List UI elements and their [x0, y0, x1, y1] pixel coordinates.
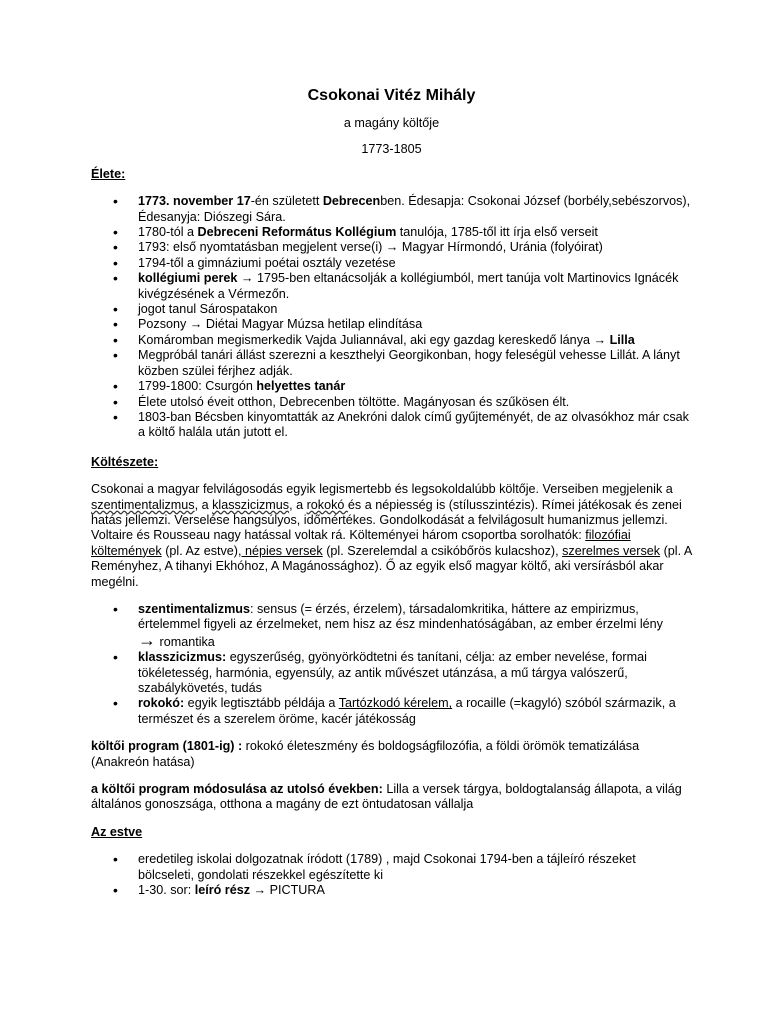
list-item: • Pozsony → Diétai Magyar Múzsa hetilap elindítása [91, 317, 692, 332]
list-item: • Megpróbál tanári állást szerezni a keszthelyi Georgikonban, hogy feleségül vehesse Lillát. A lányt közben szülei férjhez adják. [91, 348, 692, 379]
list-item: • 1799-1800: Csurgón helyettes tanár [91, 379, 692, 394]
list-item: • 1803-ban Bécsben kinyomtatták az Anekróni dalok című gyűjteményét, de az olvasókhoz már csak a költő halála után jutott el. [91, 410, 692, 441]
list-item: • 1-30. sor: leíró rész → PICTURA [91, 883, 692, 898]
list-item: • rokokó: egyik legtisztább példája a Tartózkodó kérelem, a rocaille (=kagyló) szóból származik, a természet és a szerelem öröme, kacér játékosság [91, 696, 692, 727]
list-item: • 1773. november 17-én született Debrecenben. Édesapja: Csokonai József (borbély,sebészorvos), Édesanyja: Diószegi Sára. [91, 194, 692, 225]
estve-heading: Az estve [91, 824, 143, 839]
poetry-paragraph: Csokonai a magyar felvilágosodás egyik legismertebb és legsokoldalúbb költője. Verseiben megjelenik a szentimentalizmus, a klasszicizmus, a rokokó és a népiesség is (stílusszintézis). Rímei játékosak és zenei hatás jellemzi. Verselése hangsúlyos, időmértékes. Gondolkodását a felvilágosult humanizmus jellemzi. Voltaire és Rousseau nagy hatással voltak rá. Költeményei három csoportba sorolhatók: filozófiai költemények (pl. Az estve), népies versek (pl. Szerelemdal a csikóbőrös kulacshoz), szerelmes versek (pl. A Reményhez, A tihanyi Ekhóhoz, A Magánossághoz). Ő az egyik első magyar költő, aki versírásból akar megélni. [91, 482, 692, 589]
document-title: Csokonai Vitéz Mihály [307, 87, 476, 104]
list-item: • 1780-tól a Debreceni Református Kollégium tanulója, 1785-től itt írja első verseit [91, 225, 692, 240]
poetry-heading: Költészete: [91, 454, 159, 469]
list-item: • klasszicizmus: egyszerűség, gyönyörködtetni és tanítani, célja: az ember nevelése, formai tökéletesség, harmónia, egyensúly, az antik művészet utánzása, a mű tárgya valószerű, szabálykövetés, tudás [91, 650, 692, 696]
list-item: • kollégiumi perek → 1795-ben eltanácsolják a kollégiumból, mert tanúja volt Martinovics Ignácék kivégzésének a Vérmezőn. [91, 271, 692, 302]
list-item: • Élete utolsó éveit otthon, Debrecenben töltötte. Magányosan és szűkösen élt. [91, 395, 692, 410]
list-item: • 1794-től a gimnáziumi poétai osztály vezetése [91, 256, 692, 271]
list-item: • eredetileg iskolai dolgozatnak íródott (1789) , majd Csokonai 1794-ben a tájleíró részeket bölcseleti, gondolati részekkel egészítette ki [91, 852, 692, 883]
list-item: • szentimentalizmus: sensus (= érzés, érzelem), társadalomkritika, háttere az empirizmus, értelemmel figyeli az érzelmeket, nem hisz az ész mindenhatóságában, az ember érzelmi lény → romantika [91, 602, 692, 650]
arrow-icon: → [138, 629, 156, 650]
list-item: • jogot tanul Sárospatakon [91, 302, 692, 317]
list-item: • Komáromban megismerkedik Vajda Juliannával, aki egy gazdag kereskedő lánya → Lilla [91, 333, 692, 348]
styles-list [91, 602, 692, 727]
list-item: • 1793: első nyomtatásban megjelent verse(i) → Magyar Hírmondó, Uránia (folyóirat) [91, 240, 692, 255]
estve-list [91, 852, 692, 898]
life-heading: Élete: [91, 166, 126, 181]
life-list [91, 194, 692, 441]
program-paragraph-1: költői program (1801-ig) : rokokó életeszmény és boldogságfilozófia, a földi örömök tematizálása (Anakreón hatása) [91, 739, 640, 769]
document-subtitle: a magány költője [343, 116, 440, 130]
program-paragraph-2: a költői program módosulása az utolsó években: Lilla a versek tárgya, boldogtalanság állapota, a világ általános gonoszsága, otthona a magány de ezt öntudatosan vállalja [91, 782, 682, 812]
life-years: 1773-1805 [361, 142, 422, 157]
